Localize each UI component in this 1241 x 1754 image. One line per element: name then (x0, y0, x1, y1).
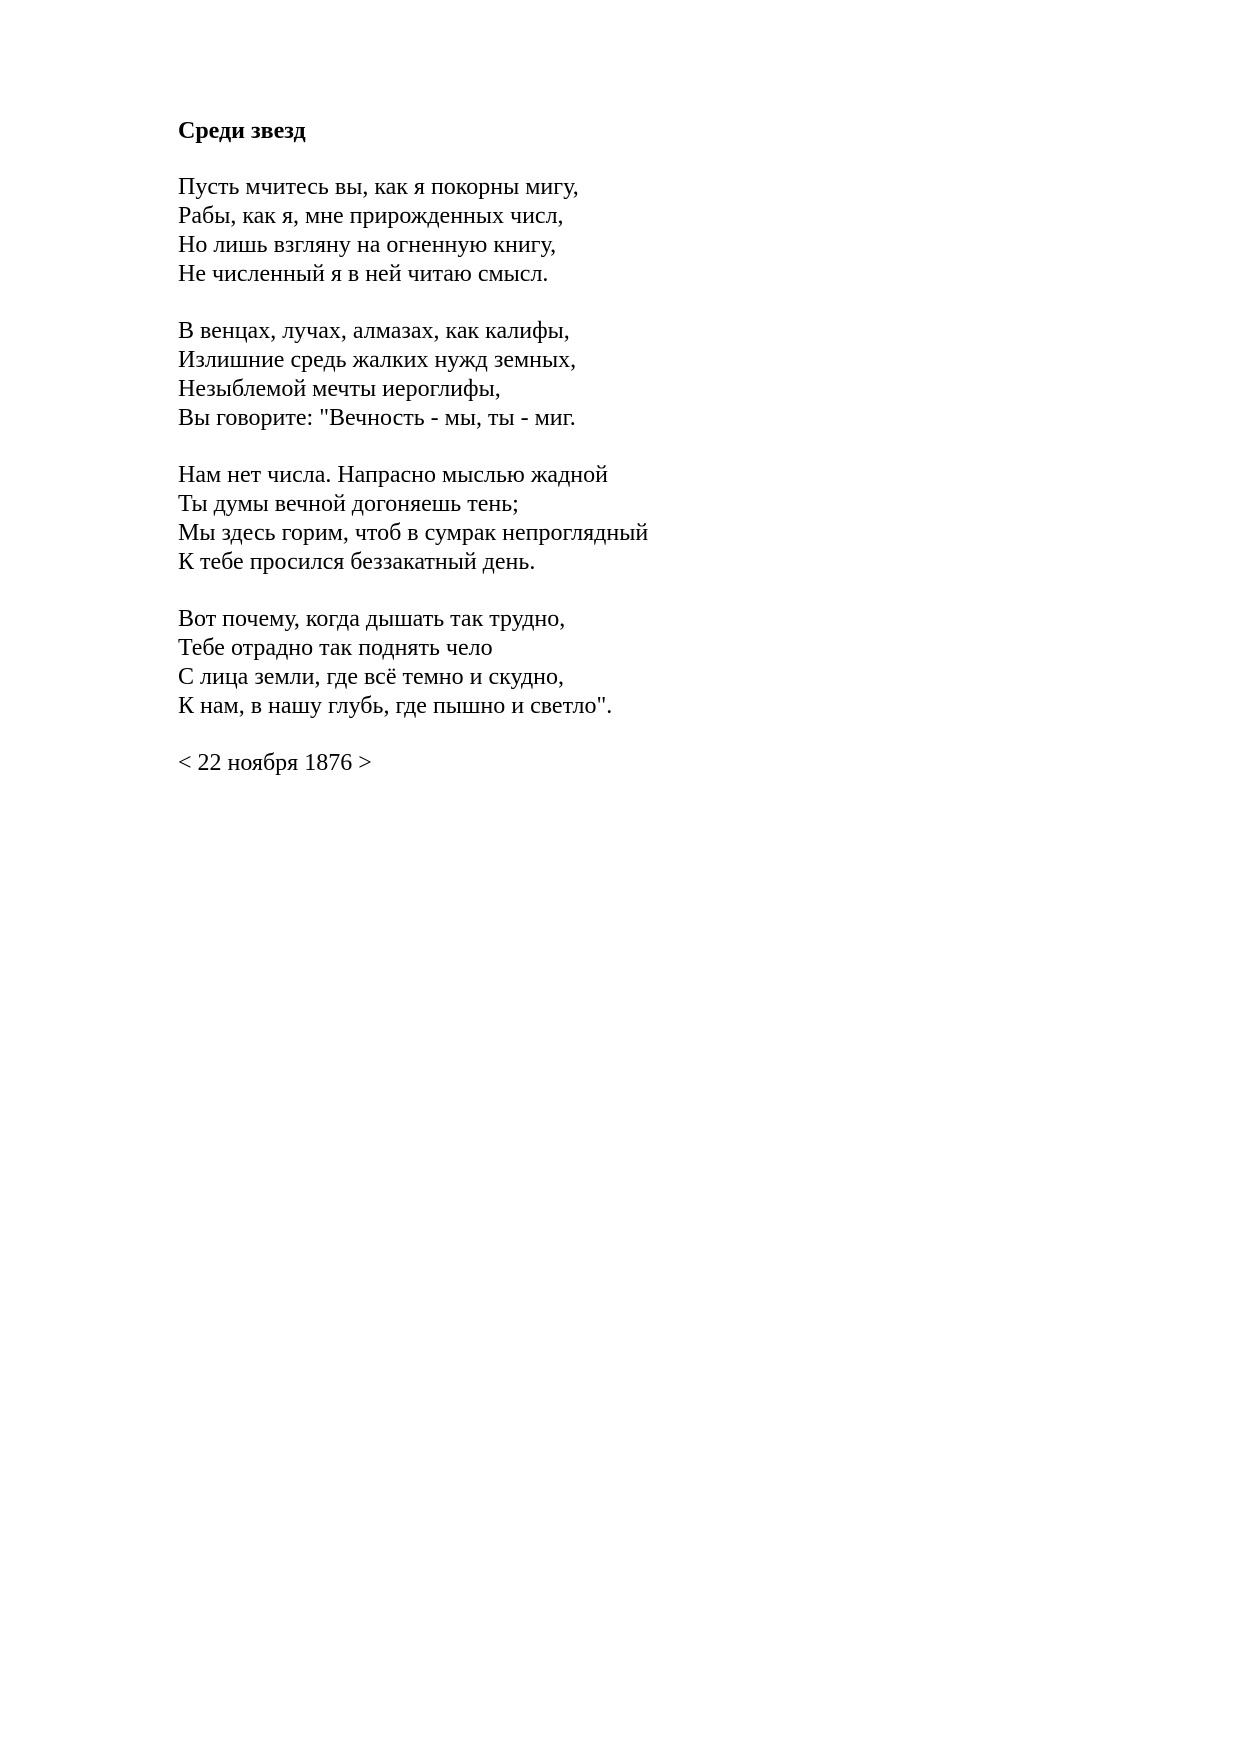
stanza-4 (178, 605, 1078, 721)
poem-line: К нам, в нашу глубь, где пышно и светло". (178, 693, 613, 719)
poem-line: Но лишь взгляну на огненную книгу, (178, 232, 557, 258)
poem-line: Пусть мчитесь вы, как я покорны мигу, (178, 174, 579, 200)
stanza-1 (178, 173, 1078, 289)
poem-line: С лица земли, где всё темно и скудно, (178, 664, 565, 690)
poem-line: К тебе просился беззакатный день. (178, 549, 536, 575)
poem-line: В венцах, лучах, алмазах, как калифы, (178, 318, 570, 344)
poem-content (178, 117, 1078, 778)
poem-line: Вот почему, когда дышать так трудно, (178, 606, 566, 632)
poem-line: Излишние средь жалких нужд земных, (178, 347, 577, 373)
poem-line: Рабы, как я, мне прирожденных числ, (178, 203, 564, 229)
poem-title: Среди звезд (178, 118, 306, 144)
stanza-3 (178, 461, 1078, 577)
stanza-2 (178, 317, 1078, 433)
poem-line: Незыблемой мечты иероглифы, (178, 376, 501, 402)
poem-line: Не численный я в ней читаю смысл. (178, 261, 549, 287)
poem-line: Тебе отрадно так поднять чело (178, 635, 493, 661)
poem-line: Мы здесь горим, чтоб в сумрак непроглядный (178, 520, 649, 546)
poem-line: Нам нет числа. Напрасно мыслью жадной (178, 462, 608, 488)
poem-line: Вы говорите: "Вечность - мы, ты - миг. (178, 405, 576, 431)
poem-line: Ты думы вечной догоняешь тень; (178, 491, 519, 517)
poem-date: < 22 ноября 1876 > (178, 750, 372, 776)
